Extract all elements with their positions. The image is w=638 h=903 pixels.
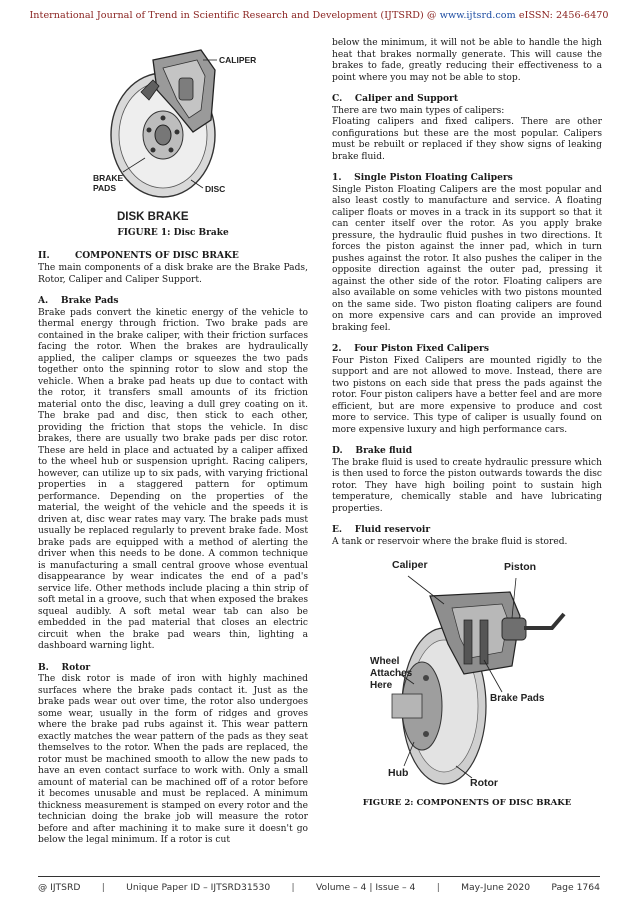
section2-intro: The main components of a disk brake are the Brake Pads, Rotor, Caliper and Caliper Support. — [38, 263, 308, 285]
figure-1 — [83, 40, 263, 228]
subD-heading: D. Brake fluid — [332, 445, 413, 456]
figure1-caption: FIGURE 1: Disc Brake — [117, 228, 229, 238]
journal-link[interactable]: www.ijtsrd.com — [439, 10, 516, 21]
subC-paragraph-1: There are two main types of calipers: — [332, 105, 505, 116]
figure2-piston-label: Piston — [504, 561, 537, 573]
right-column — [332, 38, 602, 810]
subE-paragraph: A tank or reservoir where the brake fluid is stored. — [332, 536, 568, 547]
subB-paragraph-continued: below the minimum, it will not be able to handle the high heat that brakes normally generate. This will cause the brakes to fade, greatly reducing their effectiveness to a point where you may not be able to stop. — [332, 38, 602, 83]
footer-paper-id: Unique Paper ID – IJTSRD31530 — [126, 882, 271, 893]
left-column — [38, 38, 308, 855]
footer-date: May-June 2020 — [461, 882, 531, 893]
sub1-heading: 1. Single Piston Floating Calipers — [332, 172, 513, 183]
figure2-hub-label: Hub — [388, 767, 409, 779]
subD-paragraph: The brake fluid is used to create hydraulic pressure which is then used to force the piston outwards towards the disc rotor. They have high boiling point to sustain high temperature, chemically stable and have lubricating properties. — [332, 457, 602, 514]
footer-separator: | — [436, 882, 440, 893]
figure2-caliper-label: Caliper — [392, 559, 428, 571]
subB-paragraph: The disk rotor is made of iron with highly machined surfaces where the brake pads contact it. Just as the brake pads wear out over time, the rotor also undergoes some wear, usually in the form of ridges and groves where the brake pad rubs against it. This wear pattern exactly matches the wear pattern of the pads as they seat themselves to the rotor. When the pads are replaced, the rotor must be machined smooth to allow the new pads to have an even contact surface to work with. Only a small amount of material can be machined off of a rotor before it becomes unusable and must be replaced. A minimum thickness measurement is stamped on every rotor and the technician doing the brake job will measure the rotor before and after machining it to make sure it doesn't go below the legal minimum. If a rotor is cut — [38, 674, 308, 845]
sub2-paragraph: Four Piston Fixed Calipers are mounted rigidly to the support and are not allowed to move. Instead, there are two pistons on each side that press the pads against the rotor. Four piston calipers have a better feel and are more efficient, but are more expensive to produce and cost more to service. This type of caliper is usually found on more expensive luxury and high performance cars. — [332, 355, 602, 435]
footer-volume: Volume – 4 | Issue – 4 — [315, 882, 416, 893]
figure2-rotor-label: Rotor — [470, 777, 498, 789]
running-header — [0, 10, 638, 21]
figure1-caliper-label: CALIPER — [219, 55, 257, 65]
subE-heading: E. Fluid reservoir — [332, 524, 431, 535]
sub2-heading: 2. Four Piston Fixed Calipers — [332, 343, 489, 354]
footer-journal: @ IJTSRD — [38, 882, 81, 893]
subB-heading: B. Rotor — [38, 661, 91, 673]
figure2-brake-pads-label: Brake Pads — [490, 693, 545, 704]
page-footer — [38, 882, 600, 893]
figure2-caption: FIGURE 2: COMPONENTS OF DISC BRAKE — [362, 798, 572, 808]
subA-heading: A. Brake Pads — [38, 295, 119, 306]
sub1-paragraph: Single Piston Floating Calipers are the most popular and also least costly to manufacture and service. A floating caliper floats or moves in a track in its support so that it can center itself over the rotor. As you apply brake pressure, the hydraulic fluid pushes in two directions. It forces the piston against the inner pad, which in turn pushes against the rotor. It also pushes the caliper in the opposite direction against the outer pad, pressing it against the other side of the rotor. Floating calipers are also available on some vehicles with two pistons mounted on the same side. Two piston floating calipers are found on more expensive cars and can provide an improved braking feel. — [332, 184, 602, 333]
footer-separator: | — [101, 882, 105, 893]
figure1-brake-pads-label: BRAKE PADS — [93, 173, 124, 193]
header-prefix: International Journal of Trend in Scientific Research and Development (IJTSRD) @ — [29, 10, 440, 21]
header-suffix: eISSN: 2456-6470 — [515, 10, 609, 21]
subC-paragraph-2: Floating calipers and fixed calipers. There are other configurations but these are the most popular. Calipers must be rebuilt or replaced if they show signs of leaking brake fluid. — [332, 117, 602, 162]
figure1-disc-label: DISC — [205, 184, 226, 194]
subC-heading: C. Caliper and Support — [332, 93, 459, 104]
footer-divider — [38, 876, 600, 877]
section2-heading: II. COMPONENTS OF DISC BRAKE — [38, 249, 239, 261]
footer-page: Page 1764 — [551, 882, 600, 893]
figure2-wheel-label: Wheel Attaches Here — [370, 656, 413, 691]
figure1-title-label: DISK BRAKE — [117, 211, 189, 223]
subA-paragraph: Brake pads convert the kinetic energy of the vehicle to thermal energy through friction. Two brake pads are contained in the brake caliper, with their friction surfaces facing the rotor. When the brakes are hydraulically applied, the caliper clamps or squeezes the two pads together onto the spinning rotor to slow and stop the vehicle. When a brake pad heats up due to contact with the rotor, it transfers small amounts of its friction material onto the disc, leaving a dull grey coating on it. The brake pad and disc, then stick to each other, providing the friction that stops the vehicle. In disc brakes, there are usually two brake pads per disc rotor. These are held in place and actuated by a caliper affixed to the wheel hub or suspension upright. Racing calipers, however, can utilize up to six pads, with varying frictional properties in a staggered pattern for optimum performance. Depending on the properties of the material, the weight of the vehicle and the speeds it is driven at, disc wear rates may vary. The brake pads must usually be replaced regularly to prevent brake fade. Most brake pads are equipped with a method of alerting the driver when this needs to be done. A common technique is manufacturing a small central groove whose eventual disappearance by wear indicates the end of a pad's service life. Other methods include placing a thin strip of soft metal in a groove, such that when exposed the brakes squeal audibly. A soft metal wear tab can also be embedded in the pad material that closes an electric circuit when the brake pad wears thin, lighting a dashboard warning light. — [38, 307, 308, 651]
footer-separator: | — [291, 882, 295, 893]
figure-2 — [352, 556, 582, 796]
